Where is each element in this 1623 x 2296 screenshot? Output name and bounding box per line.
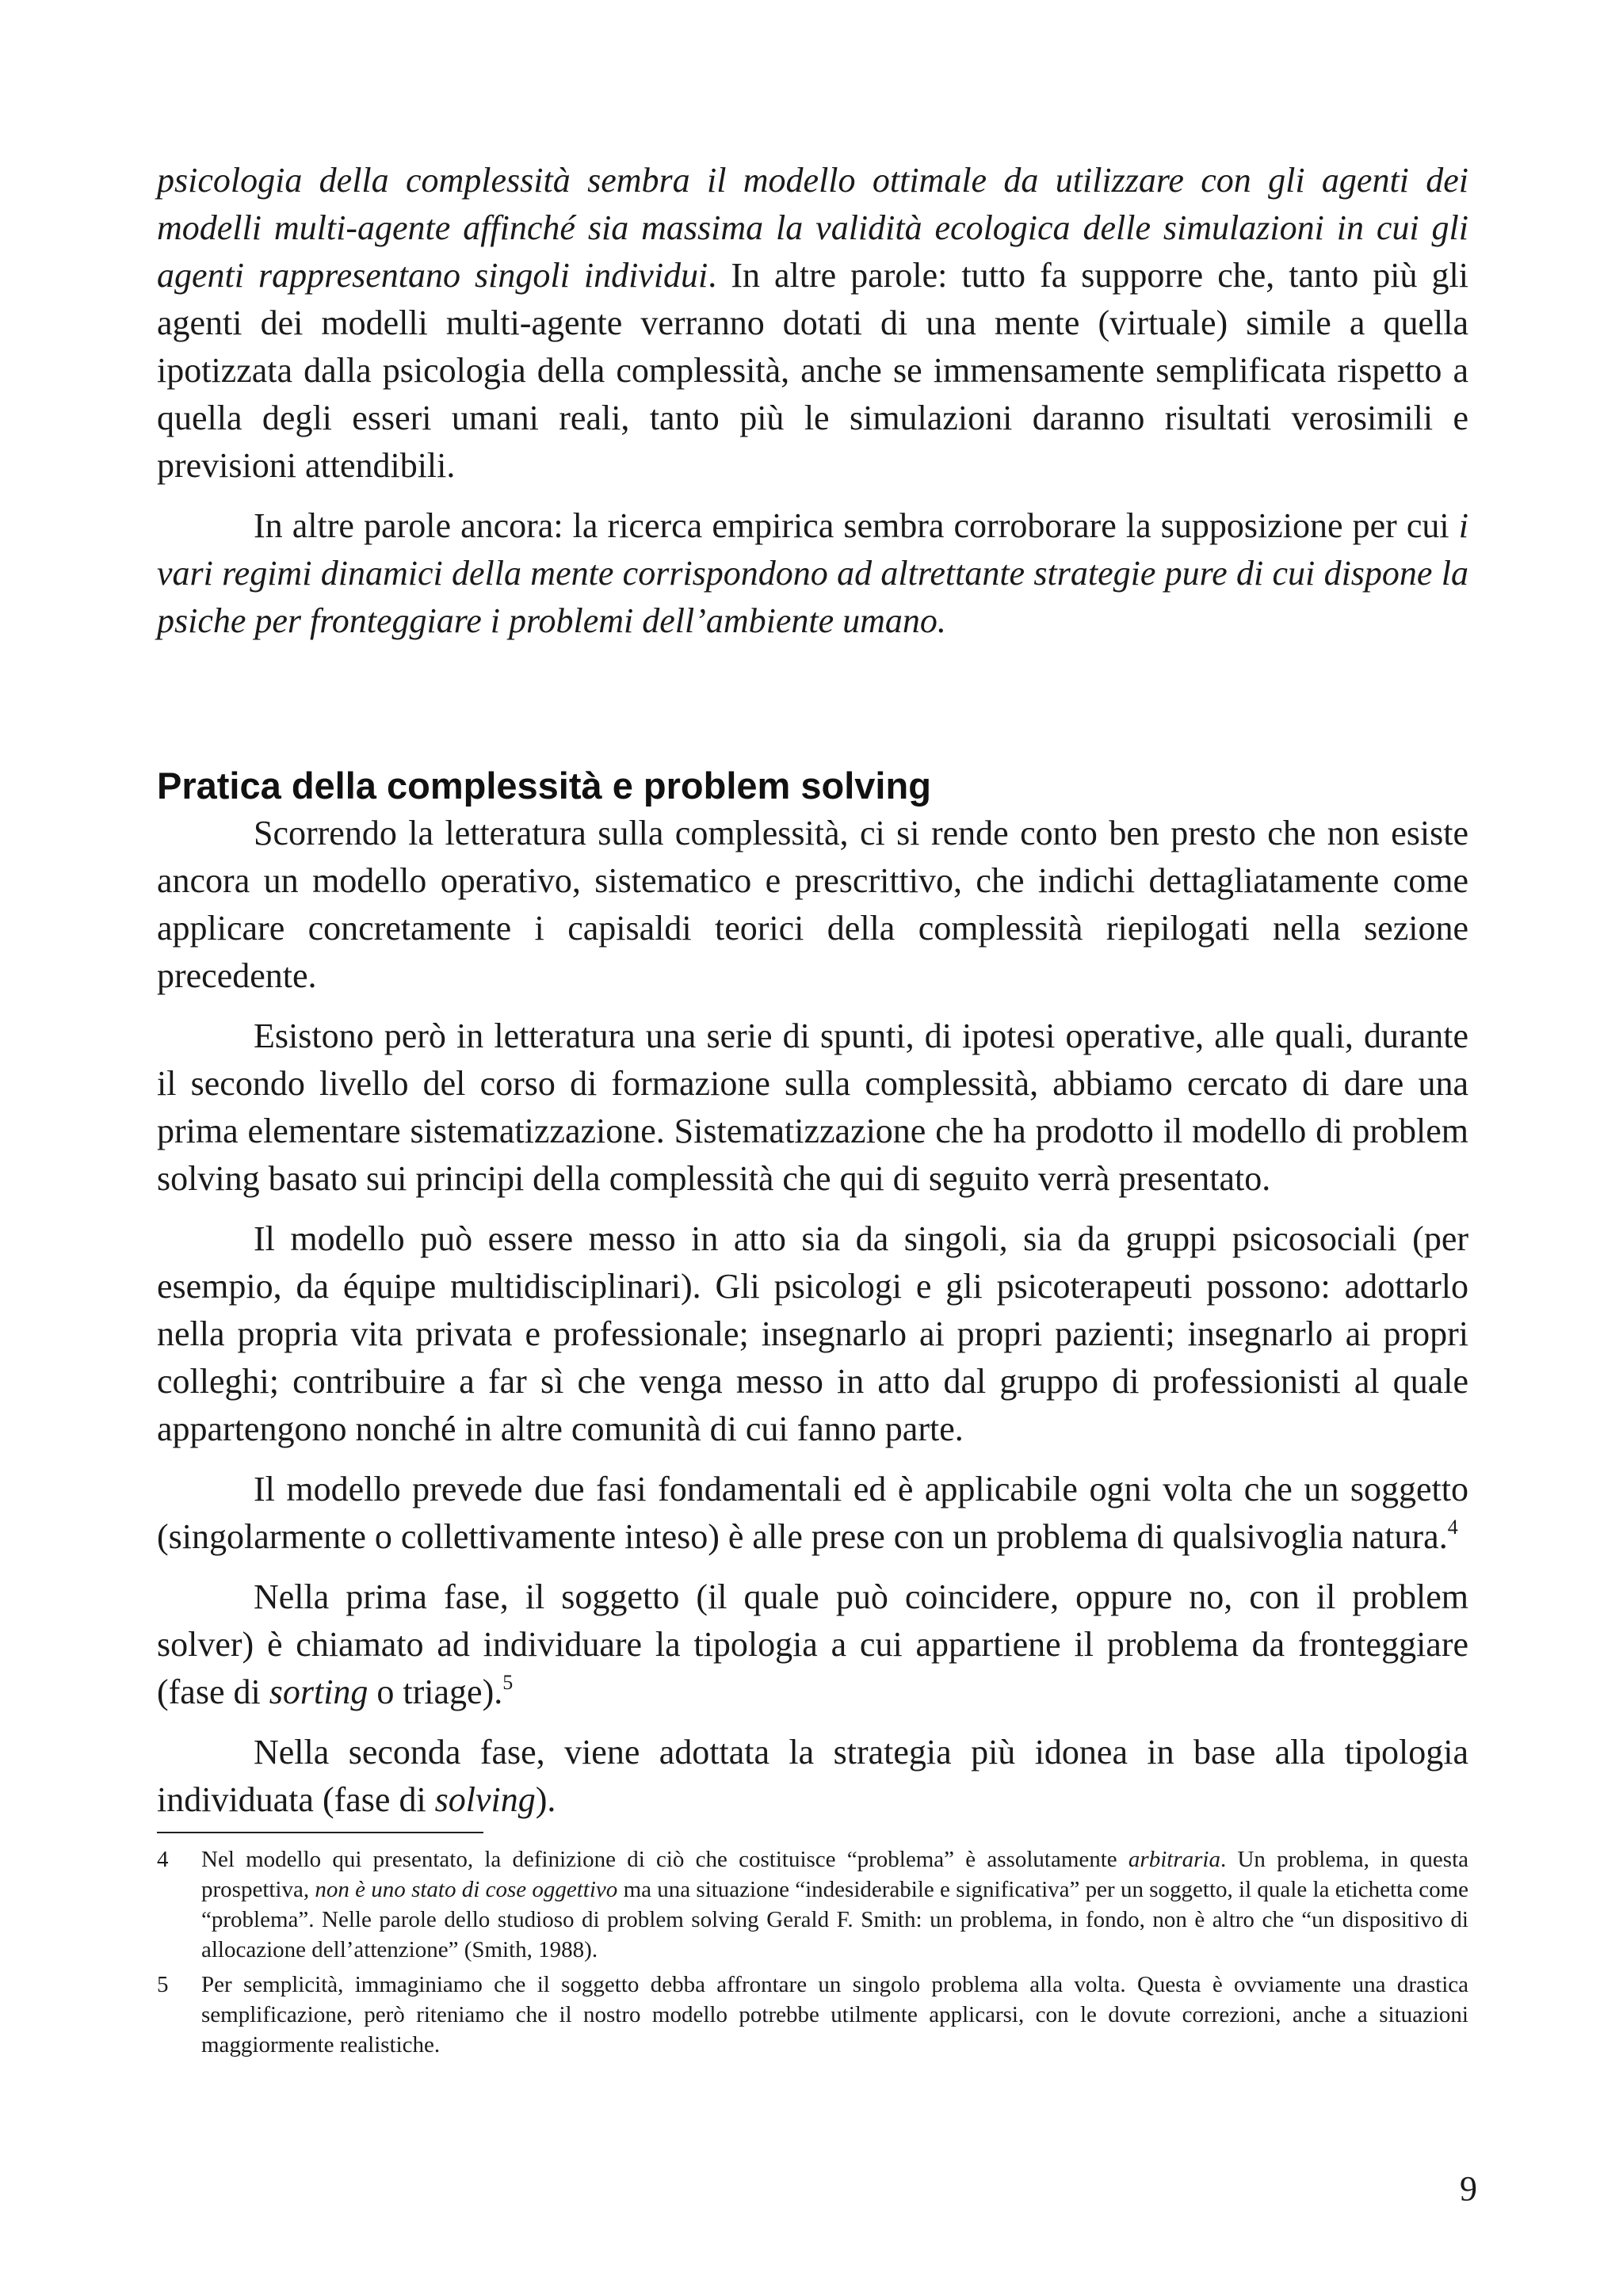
- footnote-text-part: ma una situazione “indesiderabile e significativa” per un soggetto, il quale la etichetta come “problema”. Nelle parole dello studioso di problem solving Gerald F. Smith: un problema, in fondo, non è altro che “un dispositivo di allocazione dell’attenzione” (Smith, 1988).: [201, 1877, 1468, 1962]
- italic-term: solving: [434, 1780, 536, 1819]
- footnote-text: [201, 1844, 1468, 1965]
- footnote-ref-5[interactable]: 5: [502, 1671, 514, 1694]
- footnote-number: 4: [157, 1847, 169, 1872]
- section-paragraph-6: [157, 1729, 1468, 1824]
- footnote-text: Per semplicità, immaginiamo che il soggetto debba affrontare un singolo problema alla volta. Questa è ovviamente una drastica semplificazione, però riteniamo che il nostro modello potrebbe utilmente applicarsi, con le dovute correzioni, anche a situazioni maggiormente realistiche.: [201, 1972, 1468, 2058]
- section-paragraph-3: Il modello può essere messo in atto sia da singoli, sia da gruppi psicosociali (per esempio, da équipe multidisciplinari). Gli psicologi e gli psicoterapeuti possono: adottarlo nella propria vita privata e professionale; insegnarlo ai propri pazienti; insegnarlo ai propri colleghi; contribuire a far sì che venga messo in atto dal gruppo di professionisti al quale appartengono nonché in altre comunità di cui fanno parte.: [157, 1219, 1468, 1448]
- page-body: [157, 157, 1468, 1824]
- intro-paragraph-1: [157, 157, 1468, 490]
- footnote-5: [157, 1970, 1468, 2060]
- section-content: [157, 810, 1468, 1824]
- footnote-italic: non è uno stato di cose oggettivo: [315, 1877, 618, 1902]
- paragraph-text: Il modello prevede due fasi fondamentali ed è applicabile ogni volta che un soggetto (singolarmente o collettivamente inteso) è alle prese con un problema di qualsivoglia natura.: [157, 1470, 1468, 1556]
- paragraph-text: ).: [535, 1780, 556, 1819]
- intro-paragraph-2: [157, 502, 1468, 645]
- footnote-divider: [157, 1832, 483, 1833]
- footnote-italic: arbitraria: [1128, 1847, 1220, 1872]
- section-paragraph-1: Scorrendo la letteratura sulla complessità, ci si rende conto ben presto che non esiste ancora un modello operativo, sistematico e prescrittivo, che indichi dettagliatamente come applicare concretamente i capisaldi teorici della complessità riepilogati nella sezione precedente.: [157, 814, 1468, 995]
- footnote-ref-4[interactable]: 4: [1447, 1516, 1458, 1539]
- italic-term: sorting: [269, 1672, 369, 1711]
- paragraph-text: o triage).: [368, 1672, 503, 1711]
- footnote-4: [157, 1844, 1468, 1965]
- footnote-text-part: . Un problema, in questa prospettiva,: [201, 1847, 1469, 1902]
- intro-text: . In altre parole: tutto fa supporre che, tanto più gli agenti dei modelli multi-agente verranno dotati di una mente (virtuale) simile a quella ipotizzata dalla psicologia della complessità, anche se immensamente semplificata rispetto a quella degli esseri umani reali, tanto più le simulazioni daranno risultati verosimili e previsioni attendibili.: [157, 256, 1468, 485]
- page-number: 9: [1460, 2169, 1477, 2208]
- footnotes: [157, 1832, 1468, 2065]
- section-paragraph-2: Esistono però in letteratura una serie di spunti, di ipotesi operative, alle quali, durante il secondo livello del corso di formazione sulla complessità, abbiamo cercato di dare una prima elementare sistematizzazione. Sistematizzazione che ha prodotto il modello di problem solving basato sui principi della complessità che qui di seguito verrà presentato.: [157, 1016, 1468, 1198]
- intro-italic-text: psicologia della complessità sembra il modello ottimale da utilizzare con gli agenti dei modelli multi-agente affinché sia massima la validità ecologica delle simulazioni in cui gli agenti rappresentano singoli individui: [157, 161, 1468, 295]
- paragraph-text: Nella seconda fase, viene adottata la strategia più idonea in base alla tipologia individuata (fase di: [157, 1733, 1468, 1819]
- section-paragraph-5: [157, 1573, 1468, 1716]
- footnote-text-part: Nel modello qui presentato, la definizione di ciò che costituisce “problema” è assolutamente: [201, 1847, 1128, 1872]
- section-paragraph-4: [157, 1466, 1468, 1561]
- intro-text: In altre parole ancora: la ricerca empirica sembra corroborare la supposizione per cui: [254, 506, 1459, 545]
- footnote-number: 5: [157, 1972, 169, 1997]
- paragraph-text: Nella prima fase, il soggetto (il quale può coincidere, oppure no, con il problem solver) è chiamato ad individuare la tipologia a cui appartiene il problema da fronteggiare (fase di: [157, 1577, 1468, 1711]
- section-heading: Pratica della complessità e problem solving: [157, 765, 931, 807]
- intro-italic-text: i vari regimi dinamici della mente corrispondono ad altrettante strategie pure di cui dispone la psiche per fronteggiare i problemi dell’ambiente umano.: [157, 506, 1468, 640]
